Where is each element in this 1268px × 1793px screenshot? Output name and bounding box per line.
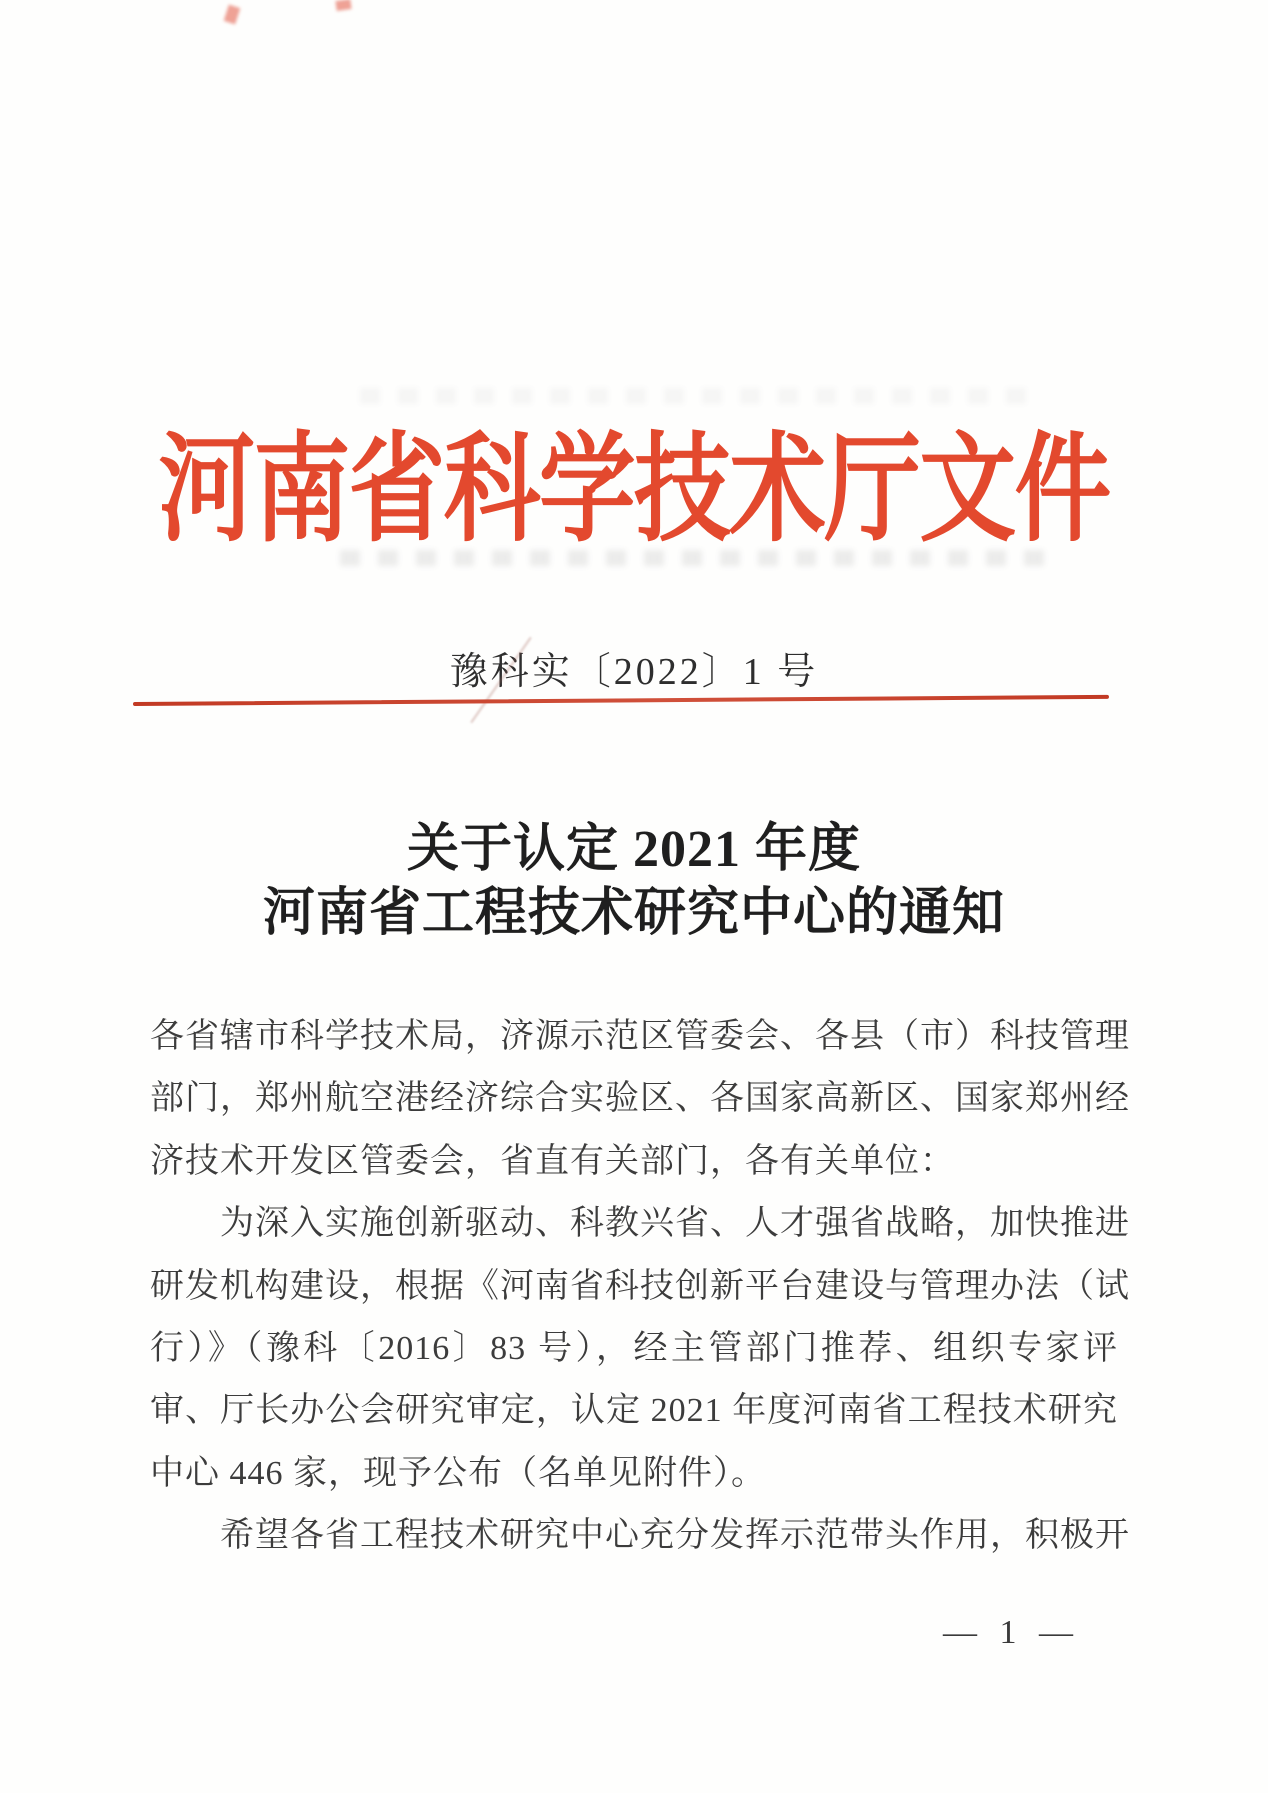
subject-line-2: 河南省工程技术研究中心的通知 [262, 885, 1005, 942]
body-text-line: 济技术开发区管委会，省直有关部门，各有关单位： [150, 1142, 955, 1180]
red-ink-speck [224, 5, 241, 25]
body-text-line: 部门，郑州航空港经济综合实验区、各国家高新区、国家郑州经 [150, 1080, 1130, 1118]
body-text-line: 为深入实施创新驱动、科教兴省、人才强省战略，加快推进 [220, 1205, 1130, 1243]
body-text-line: 行）》（豫科〔2016〕83 号），经主管部门推荐、组织专家评 [150, 1329, 1118, 1367]
body-text-line: 审、厅长办公会研究审定，认定 2021 年度河南省工程技术研究 [150, 1392, 1118, 1430]
red-divider-line [133, 695, 1109, 706]
agency-header-title: 河南省科学技术厅文件 [158, 425, 1110, 556]
red-ink-speck [335, 0, 351, 11]
body-text-line: 研发机构建设，根据《河南省科技创新平台建设与管理办法（试 [150, 1267, 1130, 1305]
bleedthrough-artifact [340, 550, 1060, 566]
document-number: 豫科实〔2022〕1 号 [449, 651, 819, 693]
document-subject [0, 818, 1268, 946]
document-body [150, 1006, 1130, 1568]
page-number: — 1 — [943, 1614, 1080, 1651]
body-text-line: 各省辖市科学技术局，济源示范区管委会、各县（市）科技管理 [150, 1018, 1130, 1055]
subject-line-1: 关于认定 2021 年度 [406, 821, 861, 878]
body-text-line: 希望各省工程技术研究中心充分发挥示范带头作用，积极开 [220, 1517, 1130, 1555]
body-text-line: 中心 446 家，现予公布（名单见附件）。 [150, 1454, 766, 1492]
